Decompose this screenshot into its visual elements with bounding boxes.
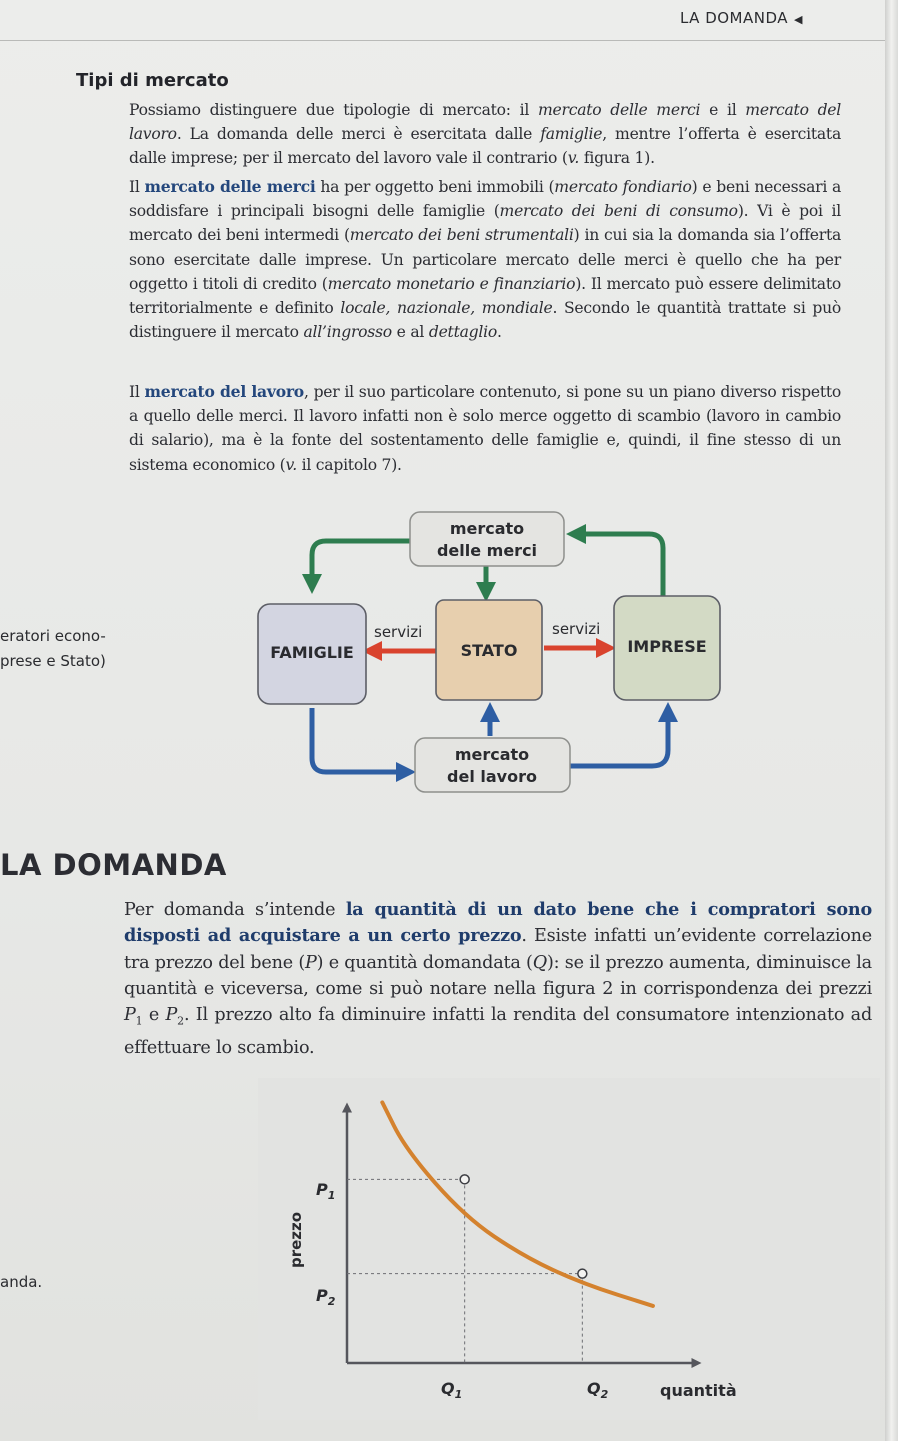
demand-curve (382, 1102, 653, 1306)
box-state-label: STATO (460, 641, 518, 660)
x-axis-label: quantità (660, 1381, 737, 1400)
economic-flow-diagram (250, 500, 890, 800)
label-services-right: servizi (552, 620, 601, 638)
box-families-label: FAMIGLIE (270, 643, 354, 662)
paragraph-intro: Possiamo distinguere due tipologie di mercato: il mercato delle merci e il mercato del lavoro. La domanda delle merci è esercitata dalle famiglie, mentre l’offerta è esercitata dalle imprese; per il mercato del lavoro vale il contrario (v. figura 1). (129, 101, 842, 168)
box-labor-market-line1: mercato (454, 745, 530, 764)
box-labor-market-line2: del lavoro (447, 767, 537, 786)
label-p2: $P_2$ (316, 1286, 336, 1308)
label-q1: $Q_1$ (441, 1379, 463, 1401)
flow-arrow-families-to-labor (312, 708, 406, 772)
box-firms-label: IMPRESE (627, 637, 707, 656)
paragraph-labor-market: Il mercato del lavoro, per il suo particolare contenuto, si pone su un piano diverso rispetto a quello delle merci. Il lavoro infatti non è solo merce oggetto di scambio (lavoro in cambio di salario), ma è la fonte del sostentamento delle famiglie e, quindi, il fine stesso di un sistema economico (v. il capitolo 7). (129, 382, 841, 474)
running-title: LA DOMANDA (679, 9, 789, 27)
paragraph-goods-market: Il mercato delle merci ha per oggetto beni immobili (mercato fondiario) e beni necessari a soddisfare i principali bisogni delle famiglie (mercato dei beni di consumo). Vi è poi il mercato dei beni intermedi (mercato dei beni strumentali) in cui sia la domanda sia l’offerta sono esercitate dalle imprese. Un particolare mercato delle merci è quello che ha per oggetto i titoli di credito (mercato monetario e finanziario). Il mercato può essere delimitato territorialmente e definito locale, nazionale, mondiale. Secondo le quantità trattate si può distinguere il mercato all’ingrosso e al dettaglio. (129, 177, 842, 342)
label-q2: $Q_2$ (587, 1379, 609, 1401)
box-goods-market-line1: mercato (449, 519, 525, 538)
running-head (680, 9, 803, 27)
flow-arrow-goods-to-families (312, 541, 410, 584)
box-goods-market-line2: delle merci (436, 541, 538, 560)
section-title: Tipi di mercato (76, 70, 229, 91)
demand-chart (258, 1078, 880, 1420)
flow-arrow-firms-goods (576, 534, 663, 596)
side-caption-line1: eratori econo- (0, 627, 106, 645)
header-rule (0, 40, 885, 41)
label-p1: $P_1$ (316, 1180, 336, 1202)
paragraph-domanda: Per domanda s’intende la quantità di un dato bene che i compratori sono disposti ad acquistare a un certo prezzo. Esiste infatti un’evidente correlazione tra prezzo del bene (P) e quantità domandata (Q): se il prezzo aumenta, diminuisce la quantità e viceversa, come si può notare nella figura 2 in corrispondenza dei prezzi $P_1$ e $P_2$. Il prezzo alto fa diminuire infatti la rendita del consumatore intenzionato ad effettuare lo scambio. (124, 899, 873, 1058)
flow-arrow-imprese-up (576, 536, 662, 594)
side-caption-2: anda. (0, 1273, 43, 1291)
point-marker-2 (578, 1269, 587, 1278)
point-marker-1 (460, 1175, 469, 1184)
y-axis-label: prezzo (287, 1211, 305, 1269)
flow-arrow-labor-to-firms (570, 712, 668, 766)
side-caption-line2: prese e Stato) (0, 652, 106, 670)
label-services-left: servizi (374, 623, 423, 641)
flow-arrow-firms-to-goods-line (572, 535, 662, 592)
marker-icon: ◀ (794, 13, 803, 26)
domanda-title: LA DOMANDA (0, 848, 227, 882)
